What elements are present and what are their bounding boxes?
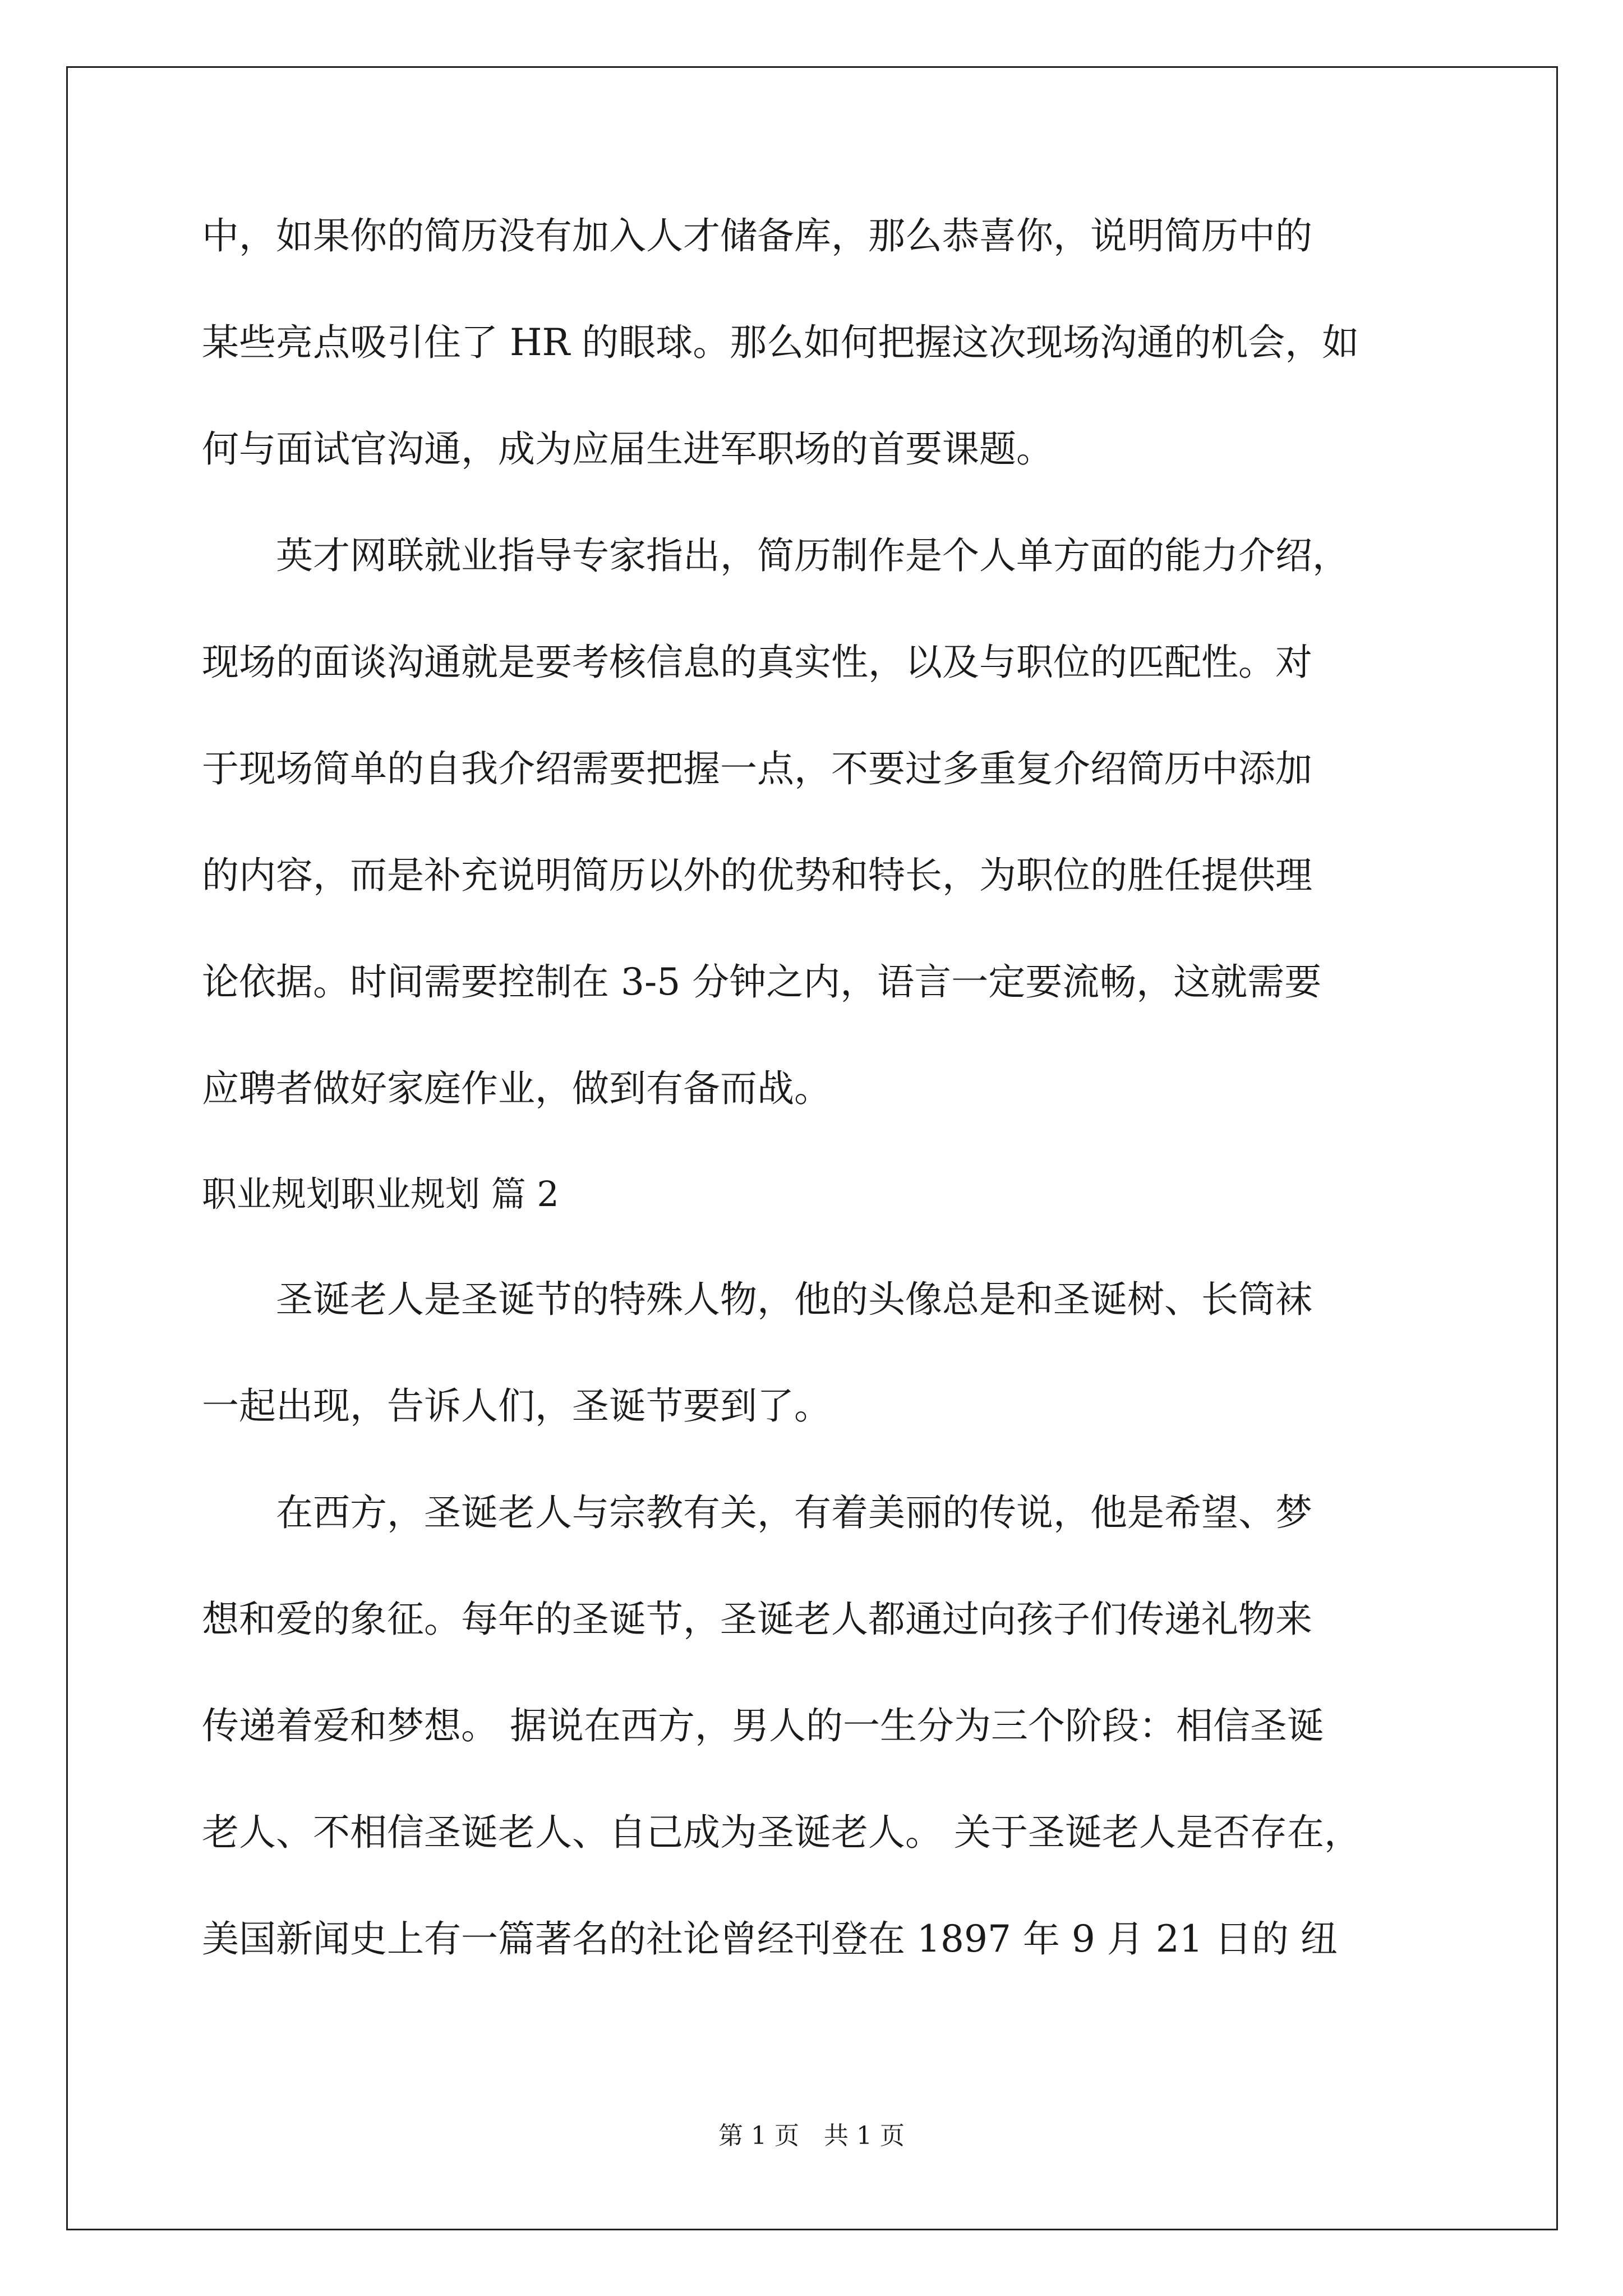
document-body [202,214,1430,2027]
text-line: 某些亮点吸引住了 HR 的眼球。那么如何把握这次现场沟通的机会，如 [202,321,1359,364]
text-line: 一起出现，告诉人们，圣诞节要到了。 [202,1384,831,1428]
text-line: 中，如果你的简历没有加入人才储备库，那么恭喜你，说明简历中的 [202,214,1312,257]
page-total: 共 1 页 [824,2122,905,2150]
text-line: 美国新闻史上有一篇著名的社论曾经刊登在 1897 年 9 月 21 日的 纽 [202,1917,1338,1961]
text-line: 何与面试官沟通，成为应届生进军职场的首要课题。 [202,427,1053,471]
text-line: 想和爱的象征。每年的圣诞节，圣诞老人都通过向孩子们传递礼物来 [202,1598,1312,1641]
page-number: 第 1 页 [718,2122,799,2150]
text-line: 在西方，圣诞老人与宗教有关，有着美丽的传说，他是希望、梦 [202,1491,1312,1534]
text-line: 于现场简单的自我介绍需要把握一点，不要过多重复介绍简历中添加 [202,747,1312,790]
text-line: 论依据。时间需要控制在 3-5 分钟之内，语言一定要流畅，这就需要 [202,960,1322,1004]
text-line: 现场的面谈沟通就是要考核信息的真实性，以及与职位的匹配性。对 [202,641,1312,684]
text-line: 圣诞老人是圣诞节的特殊人物，他的头像总是和圣诞树、长筒袜 [202,1278,1312,1321]
section-heading: 职业规划职业规划 篇 2 [202,1174,559,1214]
text-line: 应聘者做好家庭作业，做到有备而战。 [202,1067,831,1110]
text-line: 老人、不相信圣诞老人、自己成为圣诞老人。 关于圣诞老人是否存在， [202,1811,1361,1854]
page-footer [0,2124,1623,2148]
text-line: 传递着爱和梦想。 据说在西方，男人的一生分为三个阶段：相信圣诞 [202,1704,1324,1747]
text-line: 的内容，而是补充说明简历以外的优势和特长，为职位的胜任提供理 [202,854,1312,897]
text-line: 英才网联就业指导专家指出，简历制作是个人单方面的能力介绍， [202,534,1349,577]
